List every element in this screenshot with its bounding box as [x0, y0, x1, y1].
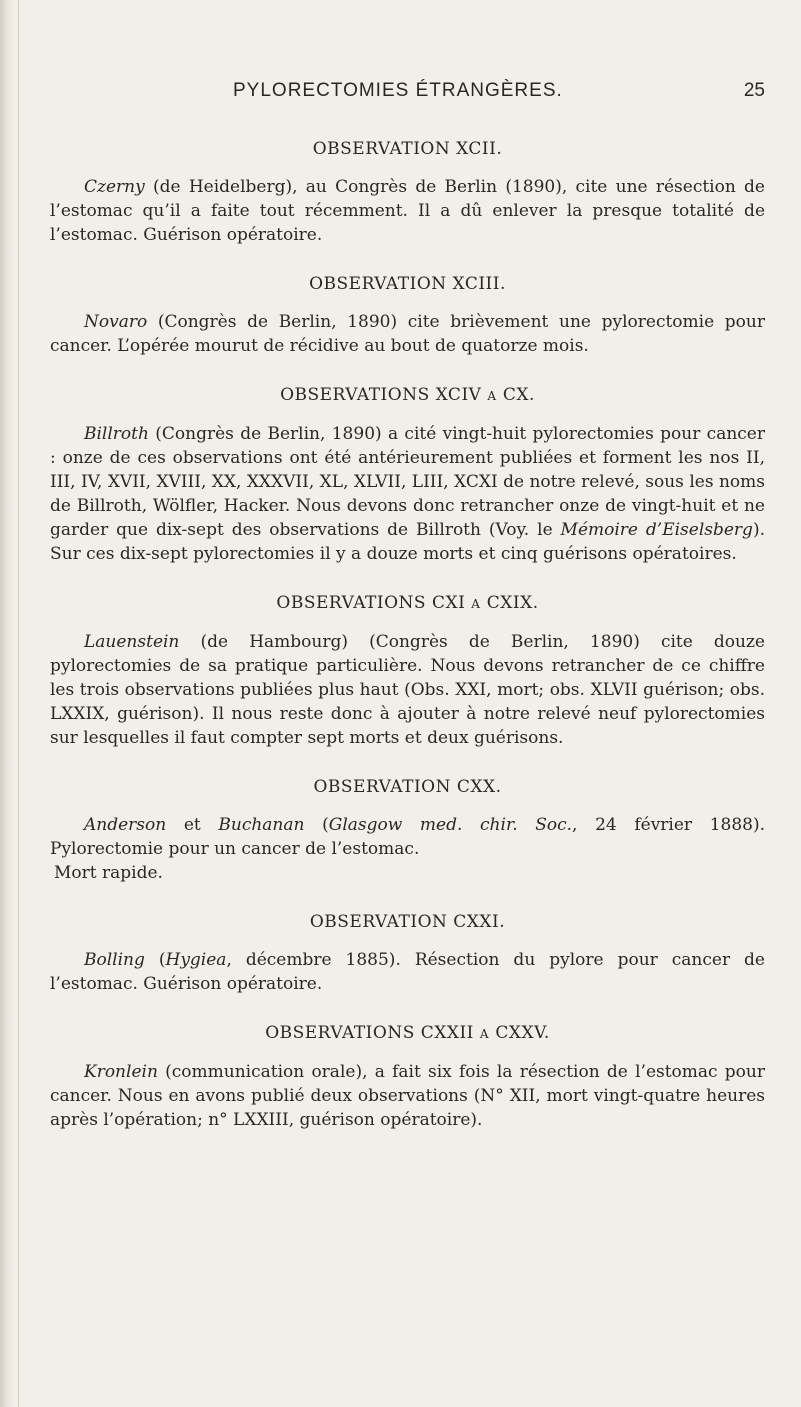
section-heading: OBSERVATION XCII.	[312, 139, 503, 159]
author-name: Kronlein	[84, 1062, 158, 1082]
heading-separator: A	[479, 1027, 490, 1041]
heading-separator: A	[487, 389, 498, 403]
section-heading	[50, 592, 765, 615]
section-paragraph	[50, 1060, 765, 1132]
heading-part: CXXV.	[495, 1023, 550, 1043]
binding-shadow	[0, 0, 14, 1407]
section-paragraph	[50, 813, 765, 885]
author-name: Lauenstein	[84, 632, 180, 652]
citation-title: Glasgow med. chir. Soc.	[328, 815, 573, 835]
heading-part: CXIX.	[486, 593, 539, 613]
author-name: Billroth	[84, 424, 149, 444]
paragraph-text: Mort rapide.	[54, 863, 163, 883]
paragraph-text: (	[144, 950, 166, 970]
heading-part: CX.	[502, 385, 535, 405]
heading-part: OBSERVATIONS CXI	[276, 593, 466, 613]
observations-xciv-cx	[50, 384, 765, 566]
page-content	[50, 138, 765, 1158]
section-paragraph	[50, 948, 765, 996]
paragraph-text: (Congrès de Berlin, 1890) a cité vingt-huit pylorectomies pour cancer : onze de ces observations ont été antérieurement publiées et forment les nos II, III, IV, XVII, XVIII, XX, XXXVII, XL, XLVII, LIII, XCXI de notre relevé, sous les noms de Billroth, Wölfler, Hacker. Nous devons donc retrancher onze de vingt-huit et ne garder que dix-sept des observations de Billroth (Voy. le	[50, 424, 765, 540]
section-heading	[50, 1022, 765, 1045]
heading-part: OBSERVATIONS XCIV	[280, 385, 482, 405]
section-heading: OBSERVATION CXXI.	[309, 912, 506, 932]
binding-margin-line	[18, 0, 19, 1407]
heading-part: OBSERVATIONS CXXII	[265, 1023, 474, 1043]
running-head	[50, 80, 765, 110]
heading-separator: A	[471, 597, 481, 611]
author-name: Bolling	[84, 950, 145, 970]
section-heading: OBSERVATION CXX.	[313, 777, 502, 797]
paragraph-text: (de Hambourg) (Congrès de Berlin, 1890) cite douze pylorectomies de sa pratique particulière. Nous devons retrancher de ce chiffre les trois observations publiées plus haut (Obs. XXI, mort; obs. XLVII guérison; obs. LXXIX, guérison). Il nous reste donc à ajouter à notre relevé neuf pylorectomies sur lesquelles il faut compter sept morts et deux guérisons.	[50, 632, 765, 748]
paragraph-text: (Congrès de Berlin, 1890) cite brièvement une pylorectomie pour cancer. L’opérée mourut de récidive au bout de quatorze mois.	[50, 312, 765, 356]
running-title: PYLORECTOMIES ÉTRANGÈRES.	[233, 80, 563, 101]
section-heading: OBSERVATION XCIII.	[309, 274, 506, 294]
section-paragraph	[50, 175, 765, 247]
observation-xcii	[50, 138, 765, 247]
paragraph-text: et	[166, 815, 219, 835]
observation-xciii	[50, 273, 765, 358]
page-number: 25	[743, 80, 765, 101]
observations-cxxii-cxxv	[50, 1022, 765, 1132]
citation-title: Hygiea	[165, 950, 227, 970]
paragraph-text: (	[304, 815, 329, 835]
paragraph-text: (de Heidelberg), au Congrès de Berlin (1890), cite une résection de l’estomac qu’il a faite tout récemment. Il a dû enlever la presque totalité de l’estomac. Guérison opératoire.	[50, 177, 765, 245]
author-name: Anderson	[84, 815, 167, 835]
section-paragraph	[50, 422, 765, 566]
section-paragraph	[50, 630, 765, 750]
observation-cxxi	[50, 911, 765, 996]
paragraph-text: ). Sur ces dix-sept pylorectomies il y a douze morts et cinq guérisons opératoires.	[50, 520, 765, 564]
observation-cxx	[50, 776, 765, 885]
author-name: Buchanan	[218, 815, 305, 835]
paragraph-text: , 24 février 1888). Pylorectomie pour un cancer de l’estomac.	[50, 815, 765, 859]
section-paragraph	[50, 310, 765, 358]
paragraph-text: (communication orale), a fait six fois la résection de l’estomac pour cancer. Nous en avons publié deux observations (N° XII, mort vingt-quatre heures après l’opération; n° LXXIII, guérison opératoire).	[50, 1062, 765, 1130]
author-name: Novaro	[84, 312, 148, 332]
section-heading	[50, 384, 765, 407]
paragraph-text: , décembre 1885). Résection du pylore pour cancer de l’estomac. Guérison opératoire.	[50, 950, 765, 994]
citation-title: Mémoire d’Eiselsberg	[560, 520, 753, 540]
author-name: Czerny	[84, 177, 145, 197]
observations-cxi-cxix	[50, 592, 765, 750]
